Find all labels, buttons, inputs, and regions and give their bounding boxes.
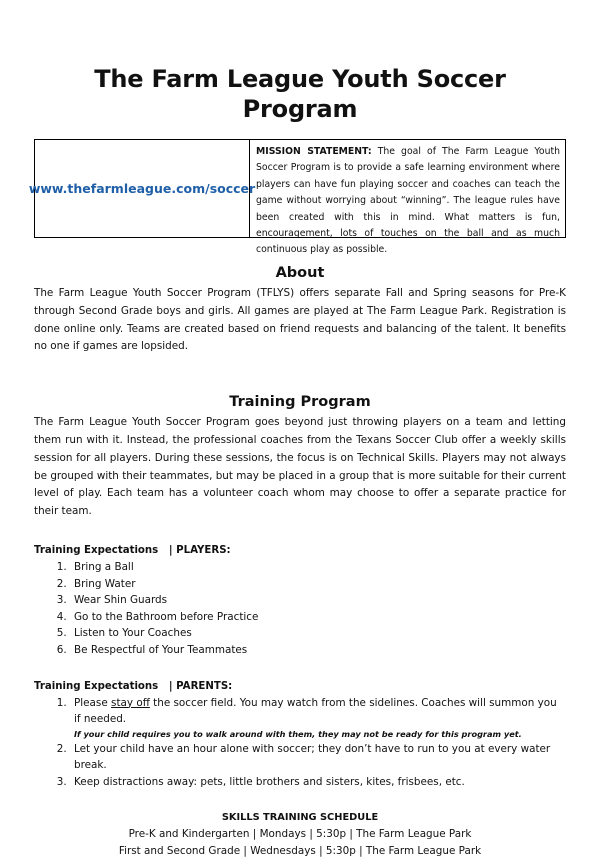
list-item: 2. Bring Water: [70, 576, 566, 593]
schedule-line: First and Second Grade | Wednesdays | 5:30p | The Farm League Park: [118, 845, 482, 857]
parents-list: [34, 695, 566, 791]
list-item: 1. Bring a Ball: [70, 559, 566, 576]
schedule-title: SKILLS TRAINING SCHEDULE: [221, 811, 379, 823]
parents-expectations-heading: Training Expectations | PARENTS:: [34, 680, 233, 692]
parents-item1-post: the soccer field. You may watch from the sidelines. Coaches will summon you if needed.: [74, 696, 557, 726]
training-text: The Farm League Youth Soccer Program goes beyond just throwing players on a team and letting them run with it. Instead, the professional coaches from the Texans Soccer Club offer a weekly skills session for all players. During these sessions, the focus is on Technical Skills. Players may not always be grouped with their teammates, but may be placed in a group that is more suitable for their current level of play. Each team has a volunteer coach whom may choose to offer a separate practice for their team.: [34, 416, 566, 518]
url-cell: [28, 140, 256, 237]
about-text: The Farm League Youth Soccer Program (TFLYS) offers separate Fall and Spring seasons for Pre-K through Second Grade boys and girls. All games are played at The Farm League Park. Registration is done online only. Teams are created based on friend requests and balancing of the talent. It benefits no one if games are lopsided.: [34, 287, 566, 353]
stay-off-emphasis: stay off: [111, 696, 150, 709]
schedule-line: Pre-K and Kindergarten | Mondays | 5:30p | The Farm League Park: [128, 827, 472, 840]
parents-item1-pre: Please: [74, 696, 112, 709]
mission-label: MISSION STATEMENT:: [256, 146, 372, 157]
training-heading: Training Program: [229, 394, 371, 411]
mission-text: The goal of The Farm League Youth Soccer Program is to provide a safe learning environment where players can have fun playing soccer and coaches can teach the game without worrying about “winning”. The league rules have been created with this in mind. What matters is fun, encouragement, lots of touches on the ball and as much continuous play as possible.: [256, 146, 560, 256]
about-heading: About: [275, 265, 325, 281]
skills-schedule: [34, 810, 566, 861]
list-item: 5. Listen to Your Coaches: [70, 625, 566, 642]
website-link[interactable]: www.thefarmleague.com/soccer: [28, 181, 256, 196]
list-item: 2. Let your child have an hour alone with soccer; they don’t have to run to you at every water break.: [70, 741, 566, 774]
list-item: [70, 695, 566, 741]
header-box: [28, 139, 566, 256]
mission-statement: [250, 140, 565, 256]
page-title: The Farm League Youth Soccer Program: [94, 65, 506, 123]
parents-item1-note: If your child requires you to walk around with them, they may not be ready for this program yet.: [74, 728, 522, 739]
list-item: 3. Wear Shin Guards: [70, 592, 566, 609]
list-item: 6. Be Respectful of Your Teammates: [70, 642, 566, 659]
players-expectations-heading: Training Expectations | PLAYERS:: [34, 544, 231, 556]
list-item: 4. Go to the Bathroom before Practice: [70, 609, 566, 626]
players-list: [34, 559, 566, 659]
list-item: 3. Keep distractions away: pets, little brothers and sisters, kites, frisbees, etc.: [70, 774, 566, 791]
